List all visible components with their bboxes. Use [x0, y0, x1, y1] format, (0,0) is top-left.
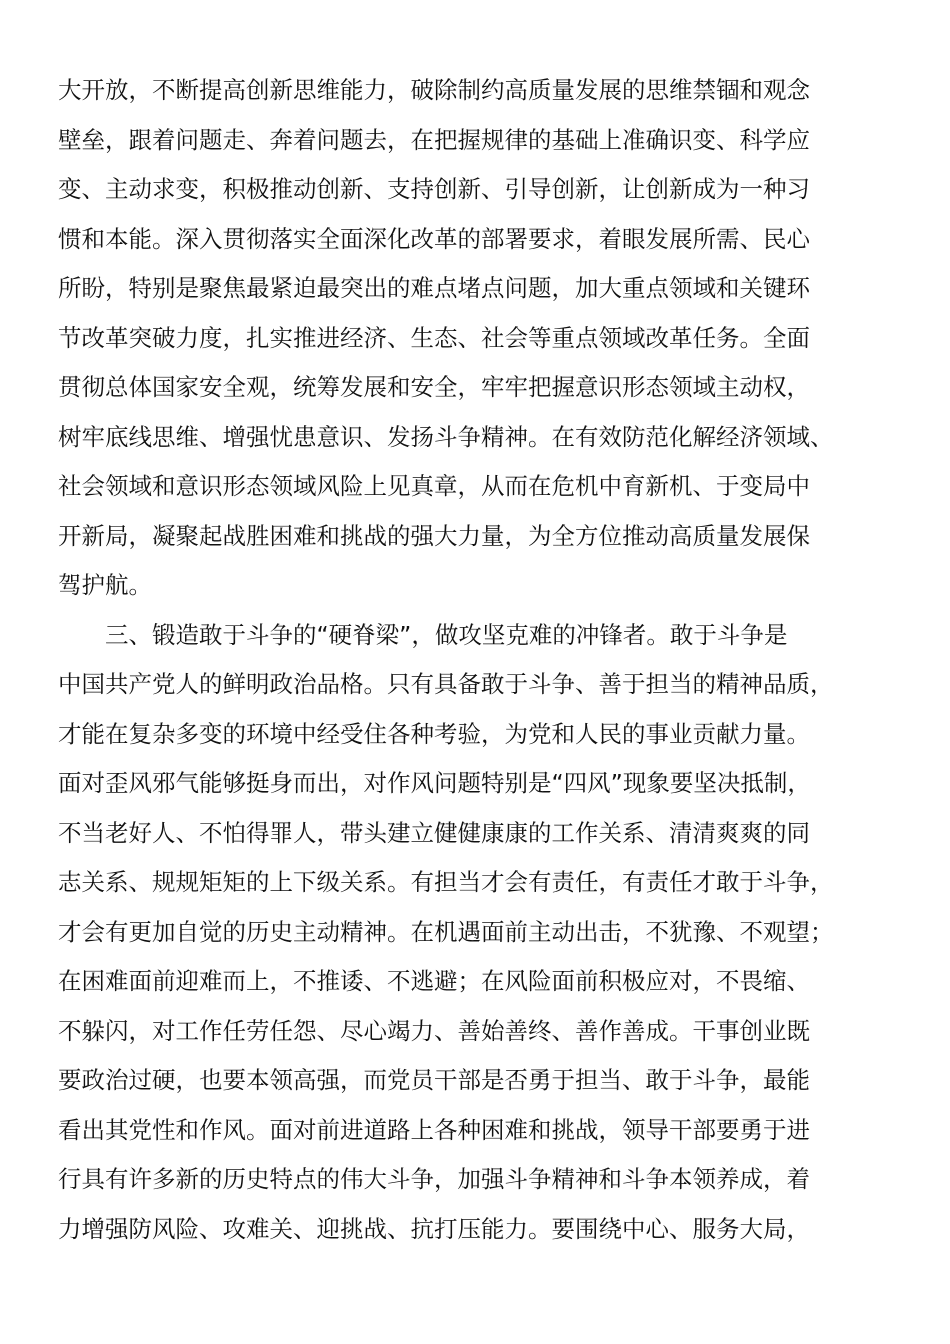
text-line: 大开放，不断提高创新思维能力，破除制约高质量发展的思维禁锢和观念 — [58, 76, 810, 104]
text-line: 才能在复杂多变的环境中经受住各种考验，为党和人民的事业贡献力量。 — [58, 719, 810, 748]
text-line: 贯彻总体国家安全观，统筹发展和安全，牢牢把握意识形态领域主动权， — [58, 373, 810, 401]
text-line: 才会有更加自觉的历史主动精神。在机遇面前主动出击，不犹豫、不观望； — [58, 917, 834, 946]
text-line: 开新局，凝聚起战胜困难和挑战的强大力量，为全方位推动高质量发展保 — [58, 521, 810, 550]
text-line: 社会领域和意识形态领域风险上见真章，从而在危机中育新机、于变局中 — [58, 472, 810, 500]
text-line: 行具有许多新的历史特点的伟大斗争，加强斗争精神和斗争本领养成，着 — [58, 1165, 810, 1193]
body-text — [58, 66, 898, 1254]
text-line: 惯和本能。深入贯彻落实全面深化改革的部署要求，着眼发展所需、民心 — [58, 224, 810, 253]
text-line: 变、主动求变，积极推动创新、支持创新、引导创新，让创新成为一种习 — [58, 175, 810, 203]
text-line: 所盼，特别是聚焦最紧迫最突出的难点堵点问题，加大重点领域和关键环 — [58, 274, 810, 302]
text-line: 力增强防风险、攻难关、迎挑战、抗打压能力。要围绕中心、服务大局， — [58, 1214, 810, 1243]
text-line: 壁垒，跟着问题走、奔着问题去，在把握规律的基础上准确识变、科学应 — [58, 125, 810, 154]
text-line: 树牢底线思维、增强忧患意识、发扬斗争精神。在有效防范化解经济领域、 — [58, 422, 834, 451]
text-line: 不躲闪，对工作任劳任怨、尽心竭力、善始善终、善作善成。干事创业既 — [58, 1016, 810, 1045]
text-line: 面对歪风邪气能够挺身而出，对作风问题特别是“四风”现象要坚决抵制， — [58, 769, 811, 797]
text-line: 不当老好人、不怕得罪人，带头建立健健康康的工作关系、清清爽爽的同 — [58, 818, 810, 847]
text-line: 志关系、规规矩矩的上下级关系。有担当才会有责任，有责任才敢于斗争， — [58, 868, 834, 896]
text-line: 中国共产党人的鲜明政治品格。只有具备敢于斗争、善于担当的精神品质， — [58, 670, 834, 698]
text-line: 要政治过硬，也要本领高强，而党员干部是否勇于担当、敢于斗争，最能 — [58, 1066, 810, 1094]
text-line: 节改革突破力度，扎实推进经济、生态、社会等重点领域改革任务。全面 — [58, 323, 810, 352]
section-heading-line: 三、锻造敢于斗争的“硬脊梁”，做攻坚克难的冲锋者。敢于斗争是 — [105, 620, 788, 649]
text-line: 驾护航。 — [58, 571, 152, 599]
text-line: 在困难面前迎难而上，不推诿、不逃避；在风险面前积极应对，不畏缩、 — [58, 967, 810, 995]
text-line: 看出其党性和作风。面对前进道路上各种困难和挑战，领导干部要勇于进 — [58, 1115, 810, 1144]
